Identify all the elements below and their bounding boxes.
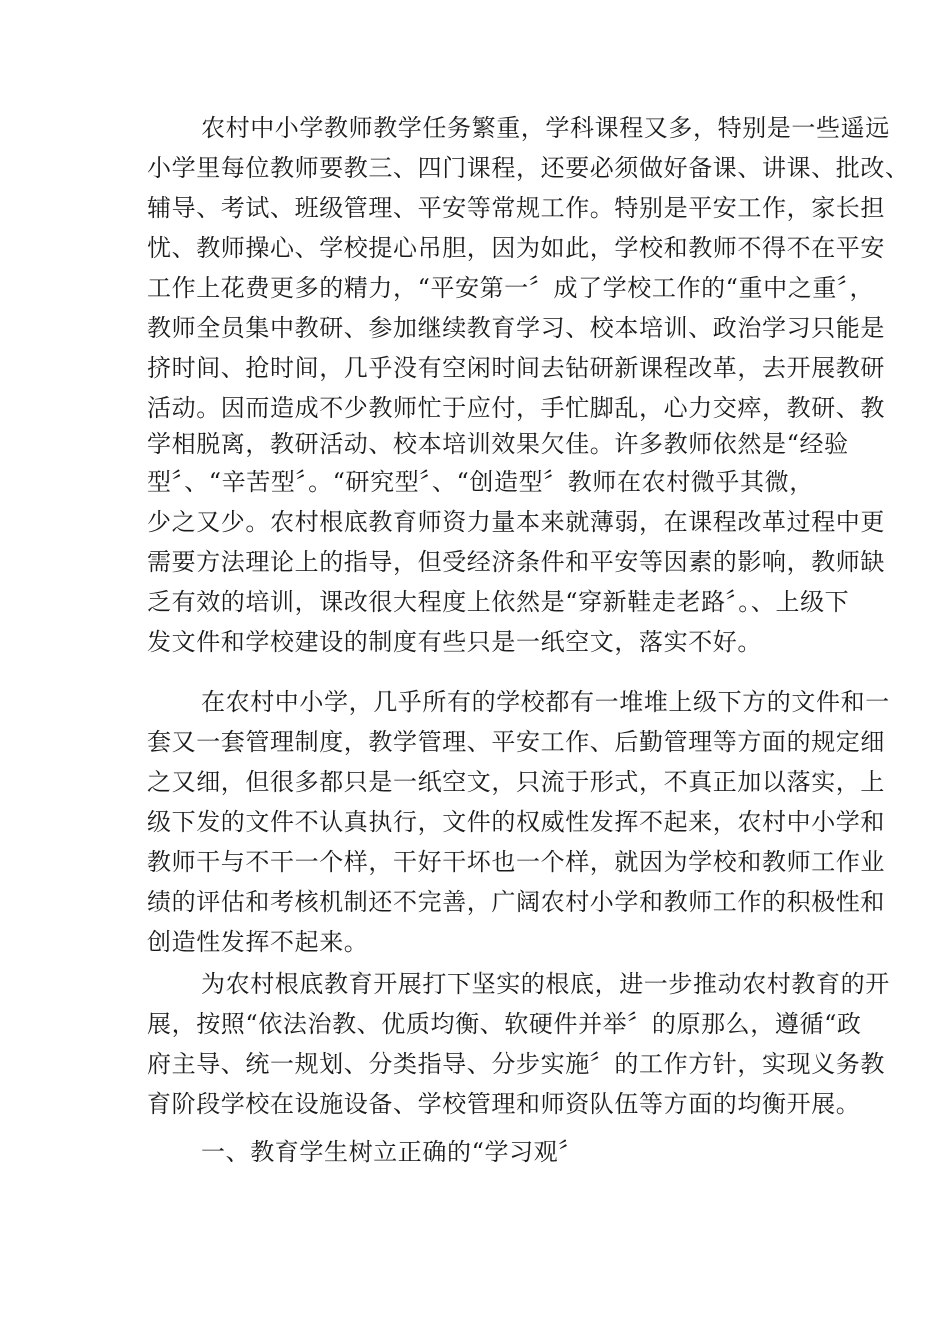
text-line: 发文件和学校建设的制度有些只是一纸空文，落实不好。 — [147, 628, 762, 656]
text-line: 级下发的文件不认真执行，文件的权威性发挥不起来，农村中小学和 — [147, 808, 885, 836]
text-line: 府主导、统一规划、分类指导、分步实施〞的工作方针，实现义务教 — [147, 1050, 885, 1078]
text-line: 育阶段学校在设施设备、学校管理和师资队伍等方面的均衡开展。 — [147, 1090, 861, 1118]
text-line: 挤时间、抢时间，几乎没有空闲时间去钻研新课程改革，去开展教研 — [147, 354, 885, 382]
text-line: 农村中小学教师教学任务繁重，学科课程又多，特别是一些遥远 — [201, 114, 890, 142]
text-line: 活动。因而造成不少教师忙于应付，手忙脚乱，心力交瘁，教研、教 — [147, 394, 885, 422]
text-line: 之又细，但很多都只是一纸空文，只流于形式，不真正加以落实，上 — [147, 768, 885, 796]
text-line: 为农村根底教育开展打下坚实的根底，进一步推动农村教育的开 — [201, 970, 890, 998]
text-line: 型〞、“辛苦型〞。“研究型〞、“创造型〞教师在农村微乎其微， — [147, 468, 814, 496]
text-line: 在农村中小学，几乎所有的学校都有一堆堆上级下方的文件和一 — [201, 688, 890, 716]
text-line: 教师干与不干一个样，干好干坏也一个样，就因为学校和教师工作业 — [147, 848, 885, 876]
text-line: 教师全员集中教研、参加继续教育学习、校本培训、政治学习只能是 — [147, 314, 885, 342]
text-line: 小学里每位教师要教三、四门课程，还要必须做好备课、讲课、批改、 — [147, 154, 910, 182]
text-line: 乏有效的培训，课改很大程度上依然是“穿新鞋走老路〞。、上级下 — [147, 588, 850, 616]
text-line: 套又一套管理制度，教学管理、平安工作、后勤管理等方面的规定细 — [147, 728, 885, 756]
text-line: 学相脱离，教研活动、校本培训效果欠佳。许多教师依然是“经验 — [147, 430, 849, 458]
text-line: 需要方法理论上的指导，但受经济条件和平安等因素的影响，教师缺 — [147, 548, 885, 576]
text-line: 创造性发挥不起来。 — [147, 928, 369, 956]
text-line: 工作上花费更多的精力，“平安第一〞成了学校工作的“重中之重〞， — [147, 274, 875, 302]
text-line: 绩的评估和考核机制还不完善，广阔农村小学和教师工作的积极性和 — [147, 888, 885, 916]
text-line: 辅导、考试、班级管理、平安等常规工作。特别是平安工作，家长担 — [147, 194, 885, 222]
text-line: 少之又少。农村根底教育师资力量本来就薄弱，在课程改革过程中更 — [147, 508, 885, 536]
heading-line: 一、教育学生树立正确的“学习观〞 — [201, 1138, 583, 1166]
text-line: 展，按照“依法治教、优质均衡、软硬件并举〞的原那么，遵循“政 — [147, 1010, 862, 1038]
text-line: 忧、教师操心、学校提心吊胆，因为如此，学校和教师不得不在平安 — [147, 234, 885, 262]
